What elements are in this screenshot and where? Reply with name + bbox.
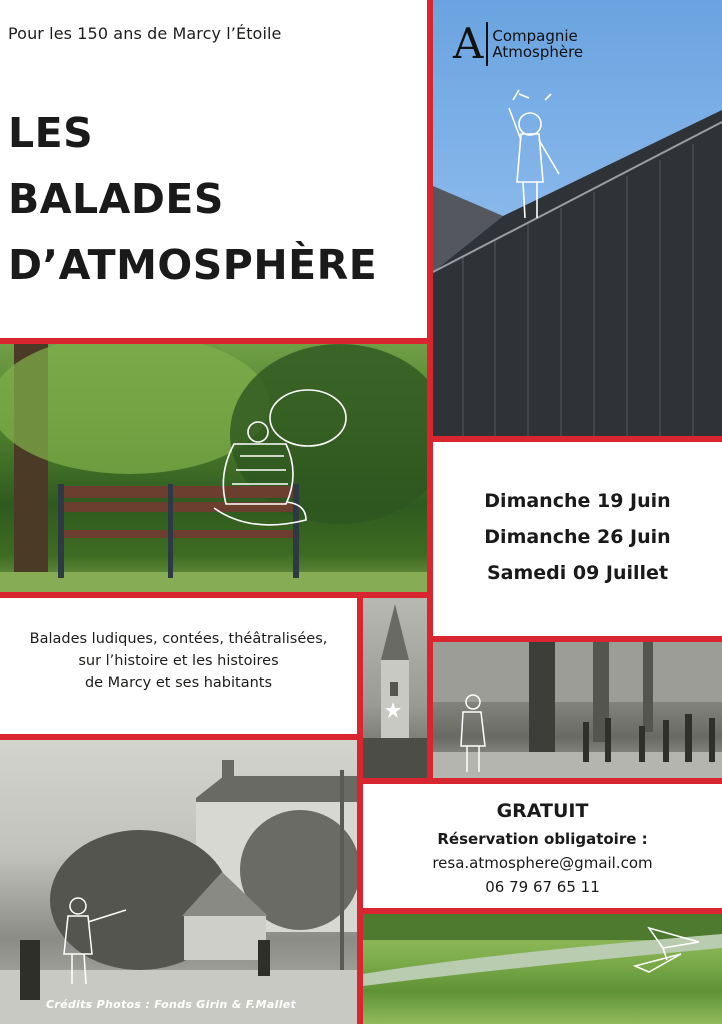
title-line-2: BALADES <box>8 175 224 223</box>
reservation-label: Réservation obligatoire : <box>437 830 648 848</box>
logo-letter: A <box>453 22 488 66</box>
description <box>0 628 357 694</box>
description-panel <box>0 598 357 734</box>
company-logo <box>453 19 584 68</box>
photo-credits: Crédits Photos : Fonds Girin & F.Mallet <box>46 998 297 1011</box>
date-1: Dimanche 19 Juin <box>484 490 671 512</box>
crowd-illustration <box>433 642 722 778</box>
main-title <box>8 100 377 298</box>
info-panel <box>363 784 722 908</box>
park-illustration <box>0 344 427 592</box>
reservation-phone[interactable]: 06 79 67 65 11 <box>485 878 600 896</box>
description-line-2: sur l’histoire et les histoires <box>78 653 279 669</box>
description-line-3: de Marcy et ses habitants <box>84 675 273 691</box>
date-3: Samedi 09 Juillet <box>486 562 669 584</box>
building-photo <box>433 0 722 436</box>
grass-photo <box>363 914 722 1024</box>
church-illustration <box>363 598 427 778</box>
park-bench-photo <box>0 344 427 592</box>
title-panel <box>0 0 427 338</box>
dates-panel <box>433 442 722 636</box>
street-illustration <box>0 740 357 1024</box>
historic-crowd-photo <box>433 642 722 778</box>
description-line-1: Balades ludiques, contées, théâtralisées, <box>29 631 328 647</box>
church-photo <box>363 598 427 778</box>
title-line-1: LES <box>8 109 94 157</box>
logo-text <box>492 28 583 60</box>
subtitle: Pour les 150 ans de Marcy l’Étoile <box>8 24 282 43</box>
logo-line-1: Compagnie <box>492 27 578 45</box>
logo-line-2: Atmosphère <box>492 43 584 61</box>
price-label: GRATUIT <box>496 800 589 822</box>
date-2: Dimanche 26 Juin <box>484 526 671 548</box>
reservation-email[interactable]: resa.atmosphere@gmail.com <box>432 854 653 872</box>
title-line-3: D’ATMOSPHÈRE <box>8 241 378 289</box>
historic-street-photo <box>0 740 357 1024</box>
grass-illustration <box>363 914 722 1024</box>
